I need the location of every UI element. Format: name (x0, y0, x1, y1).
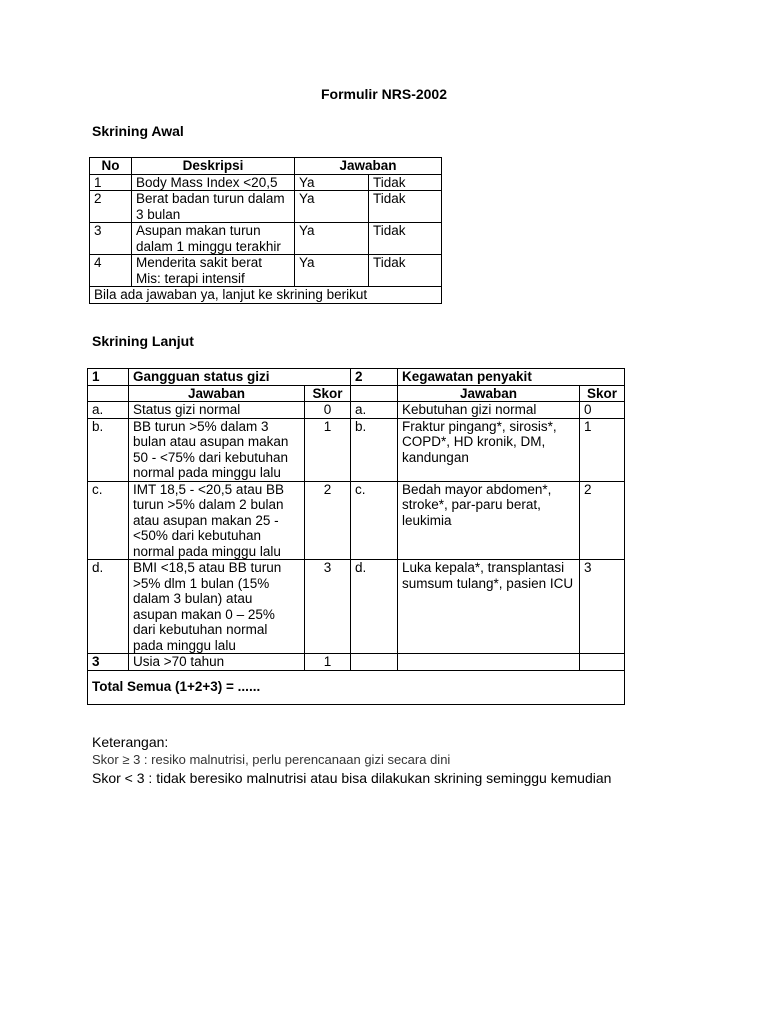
table-footer-row (90, 287, 442, 304)
row-skor: 2 (305, 481, 351, 560)
group-no-1: 1 (88, 369, 129, 386)
header-skor-right: Skor (580, 385, 625, 402)
row-desc: Berat badan turun dalam 3 bulan (132, 191, 295, 223)
table-row (90, 223, 442, 255)
row-no: 4 (90, 255, 132, 287)
age-row (88, 654, 625, 671)
row-text: Luka kepala*, transplantasi sumsum tulang*, pasien ICU (398, 560, 580, 654)
row-letter: a. (88, 402, 129, 419)
row-ya: Ya (295, 255, 369, 287)
row-no: 1 (90, 174, 132, 191)
row-letter: c. (88, 481, 129, 560)
row-text: BMI <18,5 atau BB turun >5% dlm 1 bulan (15% dalam 3 bulan) atau asupan makan 0 – 25% dari kebutuhan normal pada minggu lalu (129, 560, 305, 654)
row-ya: Ya (295, 191, 369, 223)
age-text: Usia >70 tahun (129, 654, 305, 671)
table-footer-note: Bila ada jawaban ya, lanjut ke skrining berikut (90, 287, 442, 304)
row-letter: d. (351, 560, 398, 654)
row-ya: Ya (295, 174, 369, 191)
empty-cell (351, 654, 398, 671)
header-deskripsi: Deskripsi (132, 158, 295, 175)
header-jawaban-right: Jawaban (398, 385, 580, 402)
row-tidak: Tidak (369, 255, 442, 287)
section-heading-skrining-lanjut: Skrining Lanjut (92, 333, 194, 349)
row-tidak: Tidak (369, 174, 442, 191)
empty-cell (398, 654, 580, 671)
page-title: Formulir NRS-2002 (320, 86, 448, 102)
row-desc: Menderita sakit berat Mis: terapi intensif (132, 255, 295, 287)
group-title-kegawatan: Kegawatan penyakit (398, 369, 625, 386)
column-header-row (88, 385, 625, 402)
header-skor-left: Skor (305, 385, 351, 402)
keterangan-line-2: Skor < 3 : tidak beresiko malnutrisi atau bisa dilakukan skrining seminggu kemudian (92, 770, 612, 786)
table-row (90, 174, 442, 191)
keterangan-line-1: Skor ≥ 3 : resiko malnutrisi, perlu perencanaan gizi secara dini (92, 752, 451, 767)
row-letter: a. (351, 402, 398, 419)
row-text: Bedah mayor abdomen*, stroke*, par-paru berat, leukimia (398, 481, 580, 560)
row-text: IMT 18,5 - <20,5 atau BB turun >5% dalam 2 bulan atau asupan makan 25 - <50% dari kebutuhan normal pada minggu lalu (129, 481, 305, 560)
row-text: BB turun >5% dalam 3 bulan atau asupan makan 50 - <75% dari kebutuhan normal pada minggu lalu (129, 418, 305, 481)
row-letter: b. (351, 418, 398, 481)
empty-cell (351, 385, 398, 402)
row-skor: 1 (305, 418, 351, 481)
row-text: Fraktur pingang*, sirosis*, COPD*, HD kronik, DM, kandungan (398, 418, 580, 481)
header-jawaban-left: Jawaban (129, 385, 305, 402)
group-no-2: 2 (351, 369, 398, 386)
skrining-awal-table (89, 157, 442, 304)
row-desc: Body Mass Index <20,5 (132, 174, 295, 191)
age-no: 3 (88, 654, 129, 671)
total-row (88, 670, 625, 704)
row-tidak: Tidak (369, 191, 442, 223)
skrining-lanjut-table (87, 368, 625, 705)
table-row (88, 402, 625, 419)
row-skor: 3 (305, 560, 351, 654)
empty-cell (580, 654, 625, 671)
row-no: 2 (90, 191, 132, 223)
header-jawaban: Jawaban (295, 158, 442, 175)
table-row (88, 560, 625, 654)
table-row (88, 481, 625, 560)
group-header-row (88, 369, 625, 386)
table-row (90, 191, 442, 223)
table-header-row (90, 158, 442, 175)
row-letter: d. (88, 560, 129, 654)
row-skor: 0 (580, 402, 625, 419)
row-ya: Ya (295, 223, 369, 255)
group-title-gangguan: Gangguan status gizi (129, 369, 351, 386)
row-no: 3 (90, 223, 132, 255)
row-desc: Asupan makan turun dalam 1 minggu terakhir (132, 223, 295, 255)
section-heading-skrining-awal: Skrining Awal (92, 123, 184, 139)
table-row (90, 255, 442, 287)
total-text: Total Semua (1+2+3) = ...... (88, 670, 625, 704)
row-letter: c. (351, 481, 398, 560)
keterangan-label: Keterangan: (92, 734, 169, 750)
row-skor: 1 (580, 418, 625, 481)
row-letter: b. (88, 418, 129, 481)
row-text: Kebutuhan gizi normal (398, 402, 580, 419)
table-row (88, 418, 625, 481)
row-tidak: Tidak (369, 223, 442, 255)
row-skor: 2 (580, 481, 625, 560)
row-skor: 0 (305, 402, 351, 419)
header-no: No (90, 158, 132, 175)
row-text: Status gizi normal (129, 402, 305, 419)
age-skor: 1 (305, 654, 351, 671)
empty-cell (88, 385, 129, 402)
row-skor: 3 (580, 560, 625, 654)
